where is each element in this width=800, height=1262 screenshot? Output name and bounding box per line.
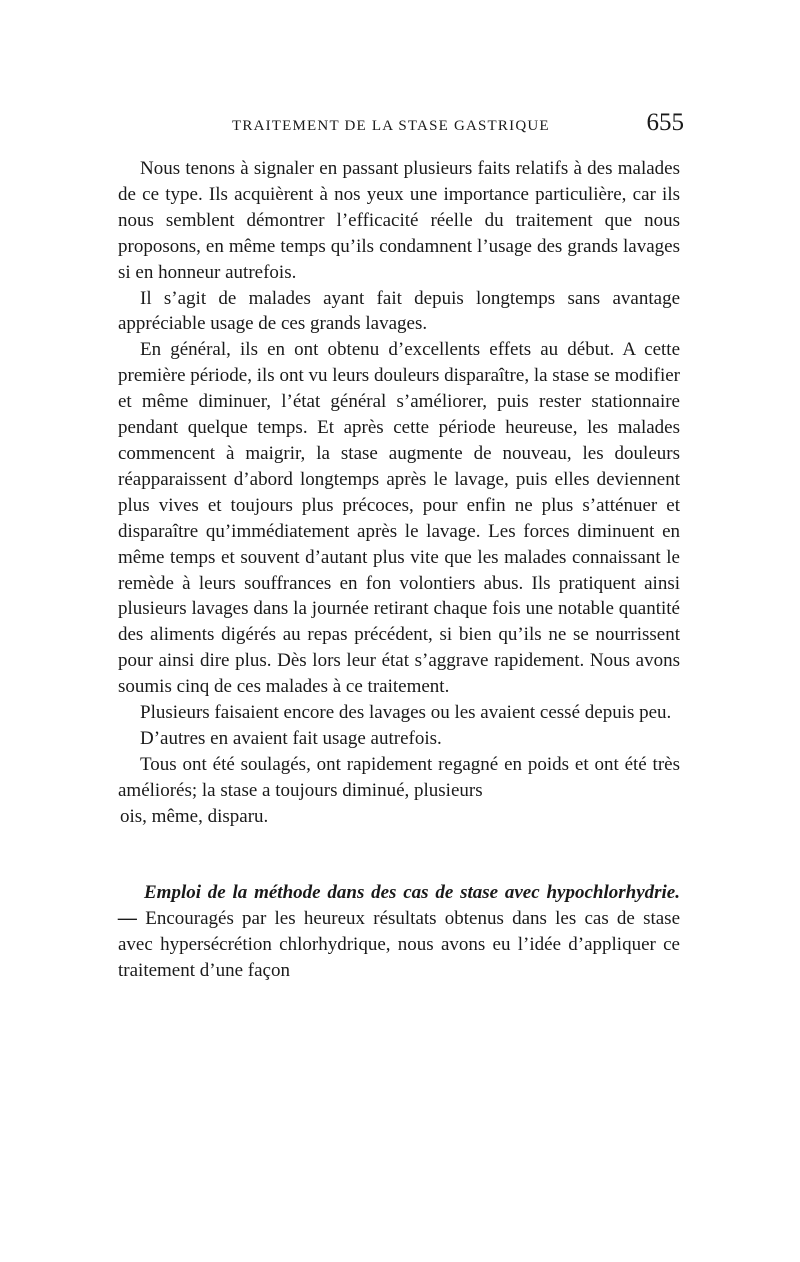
book-page [118, 104, 684, 984]
paragraph-continuation: ois, même, disparu. [120, 805, 269, 827]
section [118, 880, 680, 984]
section-heading: Emploi de la méthode dans des cas de stase avec hypochlorhydrie. — [118, 881, 680, 929]
paragraph: Il s’agit de malades ayant fait depuis longtemps sans avantage appréciable usage de ces grands lavages. [118, 287, 680, 335]
page-number: 655 [646, 109, 684, 136]
paragraph: Plusieurs faisaient encore des lavages ou les avaient cessé depuis peu. [140, 702, 672, 724]
paragraph: Tous ont été soulagés, ont rapidement regagné en poids et ont été très améliorés; la stase a toujours diminué, plusieurs [118, 753, 680, 801]
section-paragraph [118, 880, 680, 984]
paragraph: En général, ils en ont obtenu d’excellents effets au début. A cette première période, ils ont vu leurs douleurs disparaître, la stase se modifier et même diminuer, l’état général s’améliorer, puis rester stationnaire pendant quelque temps. Et après cette période heureuse, les malades commencent à maigrir, la stase augmente de nouveau, les douleurs réapparaissent d’abord longtemps après le lavage, puis elles deviennent plus vives et toujours plus précoces, pour enfin ne plus s’atténuer et disparaître qu’immédiatement après le lavage. Les forces diminuent en même temps et souvent d’autant plus vite que les malades connaissant le remède à leurs souffrances en fon volontiers abus. Ils pratiquent ainsi plusieurs lavages dans la journée retirant chaque fois une notable quantité des aliments digérés au repas précédent, si bien qu’ils ne se nourrissent pour ainsi dire plus. Dès lors leur état s’aggrave rapidement. Nous avons soumis cinq de ces malades à ce traitement. [118, 339, 680, 698]
body-text [118, 156, 680, 830]
paragraph: D’autres en avaient fait usage autrefois. [140, 727, 442, 749]
running-title: TRAITEMENT DE LA STASE GASTRIQUE [232, 118, 550, 134]
section-text: Encouragés par les heureux résultats obtenus dans les cas de stase avec hypersécrétion chlorhydrique, nous avons eu l’idée d’appliquer ce traitement d’une façon [118, 907, 681, 981]
paragraph: Nous tenons à signaler en passant plusieurs faits relatifs à des malades de ce type. Ils acquièrent à nos yeux une importance particulière, car ils nous semblent démontrer l’efficacité réelle du traitement que nous proposons, en même temps qu’ils condamnent l’usage des grands lavages si en honneur autrefois. [118, 158, 680, 283]
running-head [118, 104, 684, 140]
